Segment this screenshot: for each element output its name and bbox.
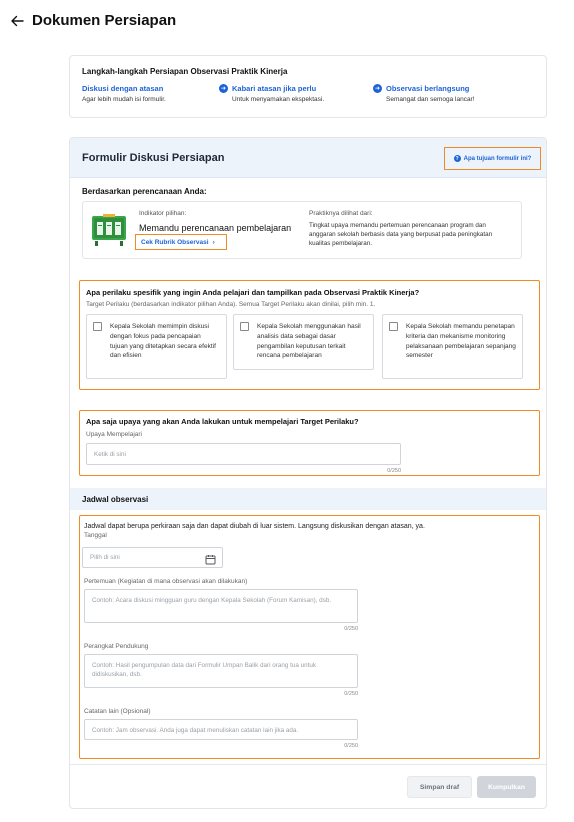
- practice-label: Praktiknya dilihat dari:: [309, 210, 373, 217]
- tools-counter: 0/250: [344, 691, 358, 697]
- meeting-counter: 0/250: [344, 626, 358, 632]
- based-label: Berdasarkan perencanaan Anda:: [82, 187, 207, 196]
- schedule-title: Jadwal observasi: [82, 495, 149, 504]
- step-subtitle: Agar lebih mudah isi formulir.: [82, 96, 166, 103]
- rubrik-link[interactable]: [135, 234, 227, 250]
- meeting-placeholder: Contoh: Acara diskusi mingguan guru dengan Kepala Sekolah (Forum Kamisan), dsb.: [92, 597, 332, 604]
- steps-title: Langkah-langkah Persiapan Observasi Praktik Kinerja: [82, 67, 288, 76]
- step-observation: [373, 84, 475, 103]
- schedule-band: [70, 488, 546, 510]
- step-subtitle: Semangat dan semoga lancar!: [386, 96, 475, 103]
- form-header: [70, 138, 546, 178]
- checkbox[interactable]: [389, 322, 398, 331]
- tools-input[interactable]: [84, 654, 358, 688]
- practice-value: Tingkat upaya memandu pertemuan perencanaan program dan anggaran sekolah berbasis data yang berpusat pada peningkatan kualitas pembelajaran.: [309, 222, 493, 247]
- option-label: Kepala Sekolah memandu penetapan kriteria dan mekanisme monitoring pelaksanaan pembelajaran sepanjang semester: [406, 323, 516, 360]
- steps-card: [69, 55, 547, 118]
- help-link-label: Apa tujuan formulir ini?: [463, 155, 532, 162]
- meeting-input[interactable]: [84, 589, 358, 623]
- arrow-right-icon: ➜: [374, 85, 381, 92]
- step-title: Observasi berlangsung: [386, 84, 470, 93]
- meeting-label: Pertemuan (Kegiatan di mana observasi akan dilakukan): [84, 578, 248, 585]
- save-draft-button[interactable]: Simpan draf: [407, 776, 472, 798]
- effort-question: [79, 410, 540, 476]
- step-subtitle: Untuk menyamakan ekspektasi.: [232, 96, 325, 103]
- chevron-right-icon: ›: [212, 238, 215, 246]
- step-inform: [219, 84, 324, 103]
- form-card: [69, 137, 547, 809]
- step-discuss: [82, 84, 166, 103]
- page-title: Dokumen Persiapan: [32, 12, 177, 29]
- step-title: Kabari atasan jika perlu: [232, 84, 317, 93]
- indicator-label: Indikator pilihan:: [139, 210, 187, 217]
- submit-button[interactable]: Kumpulkan: [477, 776, 536, 798]
- effort-label: Upaya Mempelajari: [86, 431, 142, 438]
- behavior-option[interactable]: [86, 314, 227, 379]
- tools-placeholder: Contoh: Hasil pengumpulan data dari Formulir Umpan Balik dari orang tua untuk didiskusikan, dsb.: [92, 662, 317, 679]
- footer-divider: [70, 764, 546, 765]
- rubrik-link-label: Cek Rubrik Observasi: [141, 238, 209, 246]
- date-label: Tanggal: [84, 532, 107, 539]
- notes-label: Catatan lain (Opsional): [84, 708, 151, 715]
- indicator-box: [82, 201, 522, 259]
- page-header: [10, 12, 176, 29]
- question-title: Apa saja upaya yang akan Anda lakukan untuk mempelajari Target Perilaku?: [86, 417, 359, 426]
- effort-placeholder: Ketik di sini: [94, 451, 126, 458]
- tools-label: Perangkat Pendukung: [84, 643, 149, 650]
- question-help: Target Perilaku (berdasarkan indikator pilihan Anda). Semua Target Perilaku akan dinilai, pilih min. 1.: [86, 301, 376, 308]
- option-label: Kepala Sekolah memimpin diskusi dengan fokus pada pencapaian tujuan yang ditetapkan secara efektif dan efisien: [110, 323, 216, 360]
- behavior-option[interactable]: [382, 314, 523, 379]
- help-link[interactable]: [444, 147, 541, 170]
- effort-counter: 0/250: [387, 468, 401, 474]
- indicator-value: Memandu perencanaan pembelajaran: [139, 223, 292, 233]
- form-title: Formulir Diskusi Persiapan: [82, 152, 225, 164]
- notes-input[interactable]: [84, 719, 358, 740]
- question-icon: ?: [455, 155, 459, 162]
- date-placeholder: Pilih di sini: [90, 554, 120, 561]
- checkbox[interactable]: [240, 322, 249, 331]
- schedule-note: Jadwal dapat berupa perkiraan saja dan dapat diubah di luar sistem. Langsung diskusikan dengan atasan, ya.: [84, 523, 425, 530]
- back-arrow-icon[interactable]: [10, 14, 24, 28]
- date-picker[interactable]: [82, 547, 223, 568]
- whiteboard-illustration-icon: [91, 214, 127, 246]
- checkbox[interactable]: [93, 322, 102, 331]
- calendar-icon[interactable]: [205, 552, 216, 563]
- behavior-question: [79, 280, 540, 390]
- step-title: Diskusi dengan atasan: [82, 84, 164, 93]
- question-title: Apa perilaku spesifik yang ingin Anda pelajari dan tampilkan pada Observasi Praktik Kinerja?: [86, 288, 420, 297]
- notes-counter: 0/250: [344, 743, 358, 749]
- effort-input[interactable]: [86, 443, 401, 465]
- behavior-option[interactable]: [233, 314, 374, 370]
- notes-placeholder: Contoh: Jam observasi. Anda juga dapat menuliskan catatan lain jika ada.: [92, 727, 299, 734]
- option-label: Kepala Sekolah menggunakan hasil analisis data sebagai dasar pengambilan keputusan terkait rencana pembelajaran: [257, 323, 361, 360]
- arrow-right-icon: ➜: [220, 85, 227, 92]
